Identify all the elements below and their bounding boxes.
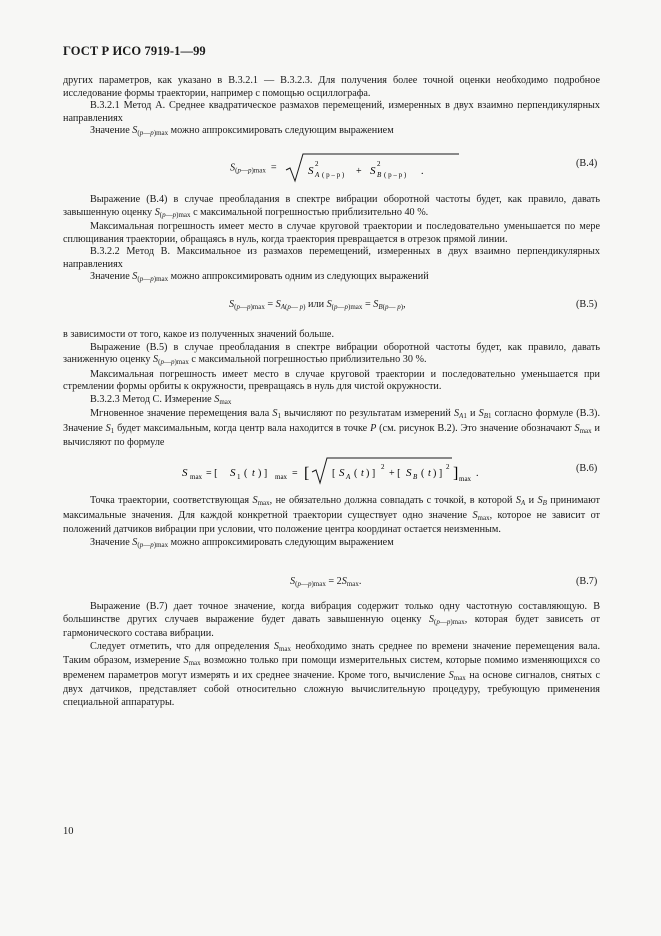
svg-text:B: B xyxy=(377,171,382,179)
svg-text:[: [ xyxy=(304,465,310,482)
svg-text:S: S xyxy=(182,467,188,479)
formula-b6 xyxy=(182,456,482,486)
formula-b4: $S_{(p—p)max}$ = S 2 A ( p – p ) + S 2 B ( p – p ) . xyxy=(230,152,459,184)
svg-text:t: t xyxy=(361,468,364,479)
svg-text:) ]: ) ] xyxy=(433,468,443,479)
svg-text:.: . xyxy=(421,166,424,177)
svg-text:]: ] xyxy=(453,465,459,482)
svg-text:2: 2 xyxy=(381,463,385,471)
svg-text:(: ( xyxy=(421,468,425,479)
document-header: ГОСТ Р ИСО 7919-1—99 xyxy=(63,44,206,58)
svg-text:max: max xyxy=(190,473,203,481)
sqrt-symbol xyxy=(284,152,459,184)
paragraph: Выражение (В.4) в случае преобладания в спектре вибрации оборотной частоты будет, как правило, давать завышенную оценку $S_{(p—p)max}$ с максимальной погрешностью приблизительно 40 %. xyxy=(63,194,600,219)
paragraph: Выражение (В.7) дает точное значение, когда вибрация содержит только одну частотную составляющую. В большинстве других случаев выражение будет давать завышенную оценку $S_{(p—p)max}$, которая будет зависеть от гармонического состава вибрации. xyxy=(63,601,600,639)
text-block-2 xyxy=(63,194,600,286)
svg-text:S: S xyxy=(406,467,412,479)
paragraph: Выражение (В.5) в случае преобладания в спектре вибрации оборотной частоты будет, как правило, давать заниженную оценку $S_{(p—p)max}$ с максимальной погрешностью приблизительно 30 %. xyxy=(63,341,600,366)
svg-text:1: 1 xyxy=(237,473,241,481)
svg-text:( p – p ): ( p – p ) xyxy=(322,171,345,179)
svg-text:max: max xyxy=(459,475,472,483)
equation-number: (В.7) xyxy=(576,576,598,587)
paragraph: В.3.2.1 Метод А. Среднее квадратическое размахов перемещений, измеренных в двух взаимно перпендикулярных направлениях xyxy=(63,100,600,124)
svg-text:2: 2 xyxy=(377,160,381,168)
paragraph: Значение $S_{(p—p)max}$ можно аппроксимировать следующим выражением xyxy=(90,125,394,137)
svg-text:S: S xyxy=(230,467,236,479)
svg-text:t: t xyxy=(252,468,255,479)
svg-text:S: S xyxy=(339,467,345,479)
paragraph: В.3.2.3 Метод С. Измерение $S_{max}$ xyxy=(90,393,232,406)
paragraph: в зависимости от того, какое из полученных значений больше. xyxy=(63,329,334,340)
svg-text:[: [ xyxy=(332,468,336,479)
svg-text:max: max xyxy=(275,473,288,481)
svg-text:(: ( xyxy=(354,468,358,479)
equation-number: (В.5) xyxy=(576,299,598,310)
svg-text:B: B xyxy=(413,473,418,481)
formula-b7: $S_{(p—p)max} = 2S_{max}$. xyxy=(290,576,362,588)
text-block-5 xyxy=(63,601,600,709)
svg-text:2: 2 xyxy=(446,463,450,471)
paragraph: Максимальная погрешность имеет место в случае круговой траектории и последовательно уменьшается по мере сплющивания траектории, обращаясь в нуль, когда траектория превращается в отрезок прямой линии. xyxy=(63,221,600,245)
svg-text:S: S xyxy=(370,165,376,177)
text-block-3 xyxy=(63,329,600,450)
svg-text:=: = xyxy=(292,468,298,479)
paragraph: Значение $S_{(p—p)max}$ можно аппроксимировать следующим выражением xyxy=(90,536,394,549)
svg-text:A: A xyxy=(346,473,351,481)
paragraph: Максимальная погрешность имеет место в случае круговой траектории и последовательно уменьшается при стремлении формы орбиты к окружности, превращаясь в нуль для чистой окружности. xyxy=(63,368,600,392)
text-block-4 xyxy=(63,495,600,551)
svg-text:t: t xyxy=(428,468,431,479)
svg-text:(: ( xyxy=(244,468,248,479)
svg-text:S: S xyxy=(308,165,314,177)
paragraph: В.3.2.2 Метод В. Максимальное из размахов перемещений, измеренных в двух взаимно перпендикулярных направлениях xyxy=(63,246,600,270)
paragraph: Значение $S_{(p—p)max}$ можно аппроксимировать одним из следующих выражений xyxy=(90,271,429,283)
page-number: 10 xyxy=(63,826,74,837)
svg-text:+: + xyxy=(356,166,362,177)
svg-text:+ [: + [ xyxy=(389,468,401,479)
paragraph: Следует отметить, что для определения $S_{max}$ необходимо знать среднее по времени значение перемещения вала. Таким образом, измерение $S_{max}$ возможно только при помощи измерительных систем, которые помимо изменяющихся со временем параметров могут измерять и их среднее значение. Кроме того, вычисление $S_{max}$ на основе сигналов, снятых с двух датчиков, представляет собой относительно сложную вычислительную процедуру, требующую применения специальной аппаратуры. xyxy=(63,640,601,708)
svg-text:A: A xyxy=(315,171,320,179)
equation-number: (В.4) xyxy=(576,158,598,169)
svg-text:( p – p ): ( p – p ) xyxy=(384,171,407,179)
formula-b5: $S_{(p—p)max} = S_{A(p— p)}$ или $S_{(p—p)max} = S_{B(p— p)}$, xyxy=(229,299,406,311)
svg-text:.: . xyxy=(476,468,479,479)
paragraph: Мгновенное значение перемещения вала $S_1$ вычисляют по результатам измерений $S_{A1}$ и $S_{B1}$ согласно формуле (В.3). Значение $S_1$ будет максимальным, когда центр вала находится в точке P (см. рисунок В.2). Это значение обозначают $S_{max}$ и вычисляют по формуле xyxy=(63,408,600,448)
text-block-1 xyxy=(63,75,600,140)
svg-text:= [: = [ xyxy=(206,468,218,479)
paragraph: Точка траектории, соответствующая $S_{max}$, не обязательно должна совпадать с точкой, в которой $S_A$ и $S_B$ принимают максимальные значения. Для каждой конкретной траектории существует одно значение $S_{max}$, которое не зависит от положений датчиков вибрации при условии, что положение центра координат остается неизменным. xyxy=(63,495,600,535)
equation-number: (В.6) xyxy=(576,463,598,474)
svg-text:) ]: ) ] xyxy=(258,468,268,479)
svg-text:) ]: ) ] xyxy=(366,468,376,479)
svg-text:2: 2 xyxy=(315,160,319,168)
paragraph: других параметров, как указано в В.3.2.1 — В.3.2.3. Для получения более точной оценки необходимо подробное исследование формы траектории, например с помощью осциллографа. xyxy=(63,75,600,99)
